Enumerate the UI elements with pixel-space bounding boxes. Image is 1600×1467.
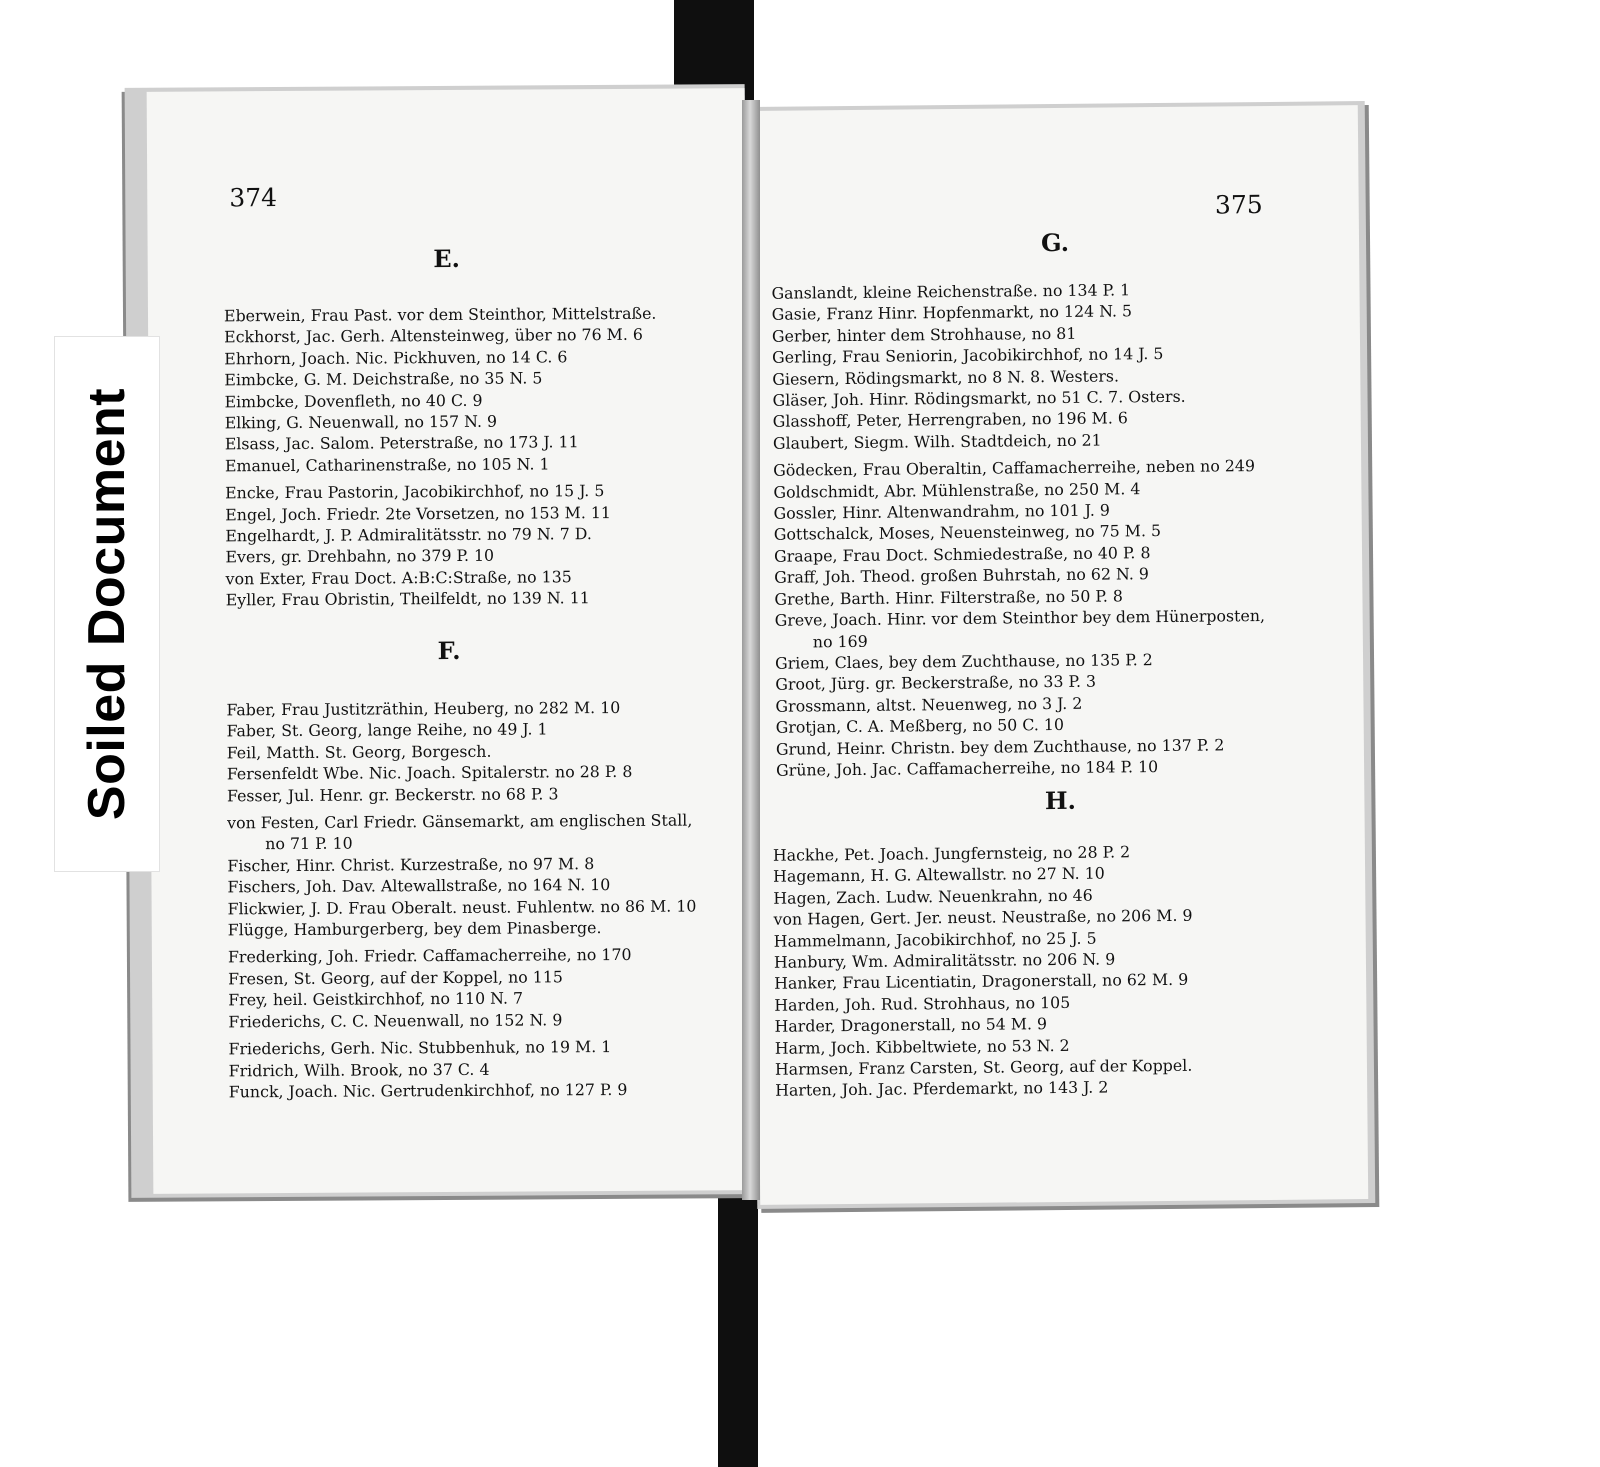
directory-entry: Eckhorst, Jac. Gerh. Altensteinweg, über no 76 M. 6 [224, 325, 643, 347]
directory-entry: no 71 P. 10 [265, 834, 353, 854]
directory-entry: Gerling, Frau Seniorin, Jacobikirchhof, no 14 J. 5 [772, 344, 1164, 367]
directory-entry: Fersenfeldt Wbe. Nic. Joach. Spitalerstr. no 28 P. 8 [226, 762, 633, 784]
directory-entry: Flügge, Hamburgerberg, bey dem Pinasberge. [227, 918, 602, 940]
left-page [147, 88, 752, 1194]
directory-entry: Emanuel, Catharinenstraße, no 105 N. 1 [224, 454, 550, 476]
directory-entry: Fischers, Joh. Dav. Altewallstraße, no 164 N. 10 [227, 875, 611, 897]
section-heading-h: H. [1044, 785, 1077, 816]
directory-entry: von Hagen, Gert. Jer. neust. Neustraße, no 206 M. 9 [773, 905, 1193, 929]
directory-entry: Frey, heil. Geistkirchhof, no 110 N. 7 [228, 988, 524, 1010]
directory-entry: Elking, G. Neuenwall, no 157 N. 9 [224, 411, 498, 433]
directory-entry: Grossmann, altst. Neuenweg, no 3 J. 2 [775, 693, 1083, 716]
directory-entry: Ehrhorn, Joach. Nic. Pickhuven, no 14 C. 6 [224, 347, 568, 369]
directory-entry: Hanker, Frau Licentiatin, Dragonerstall, no 62 M. 9 [774, 970, 1189, 994]
directory-entry: Gödecken, Frau Oberaltin, Caffamacherreihe, neben no 249 [773, 456, 1256, 480]
entry-list-f [226, 696, 697, 1102]
directory-entry: Grotjan, C. A. Meßberg, no 50 C. 10 [775, 715, 1065, 737]
section-heading-g: G. [1040, 227, 1070, 258]
directory-entry: Graape, Frau Doct. Schmiedestraße, no 40 P. 8 [773, 542, 1151, 566]
directory-entry: Grund, Heinr. Christn. bey dem Zuchthause, no 137 P. 2 [775, 734, 1225, 759]
directory-entry: Grethe, Barth. Hinr. Filterstraße, no 50 P. 8 [774, 586, 1123, 609]
directory-entry: Harder, Dragonerstall, no 54 M. 9 [774, 1014, 1048, 1036]
directory-entry: Gossler, Hinr. Altenwandrahm, no 101 J. 9 [773, 500, 1110, 523]
directory-entry: Elsass, Jac. Salom. Peterstraße, no 173 J. 11 [224, 432, 579, 454]
directory-entry: Groot, Jürg. gr. Beckerstraße, no 33 P. 3 [775, 671, 1097, 695]
directory-entry: Glasshoff, Peter, Herrengraben, no 196 M. 6 [772, 408, 1128, 432]
directory-entry: Graff, Joh. Theod. großen Buhrstah, no 62 N. 9 [774, 564, 1150, 588]
directory-entry: Encke, Frau Pastorin, Jacobikirchhof, no 15 J. 5 [225, 481, 605, 503]
directory-entry: Fresen, St. Georg, auf der Koppel, no 115 [228, 967, 563, 989]
directory-entry: Friederichs, Gerh. Nic. Stubbenhuk, no 19 M. 1 [228, 1037, 612, 1059]
directory-entry: Hanbury, Wm. Admiralitätsstr. no 206 N. 9 [773, 949, 1116, 972]
condition-label-text: Soiled Document [78, 387, 136, 821]
directory-entry: Glaubert, Siegm. Wilh. Stadtdeich, no 21 [772, 430, 1102, 453]
directory-entry: Fischer, Hinr. Christ. Kurzestraße, no 97 M. 8 [227, 853, 595, 876]
directory-entry: Hagemann, H. G. Altewallstr. no 27 N. 10 [773, 863, 1105, 887]
directory-entry: Evers, gr. Drehbahn, no 379 P. 10 [225, 546, 495, 567]
directory-entry: Hagen, Zach. Ludw. Neuenkrahn, no 46 [773, 885, 1093, 908]
directory-entry: Engelhardt, J. P. Admiralitätsstr. no 79 N. 7 D. [225, 524, 592, 546]
directory-entry: Harden, Joh. Rud. Strohhaus, no 105 [774, 992, 1071, 1015]
directory-entry: Eyller, Frau Obristin, Theilfeldt, no 139 N. 11 [225, 588, 590, 610]
directory-entry: Harmsen, Franz Carsten, St. Georg, auf der Koppel. [774, 1055, 1193, 1079]
entry-list-e [224, 303, 658, 611]
directory-entry: Faber, St. Georg, lange Reihe, no 49 J. 1 [226, 719, 548, 741]
directory-entry: von Exter, Frau Doct. A:B:C:Straße, no 135 [225, 567, 572, 589]
entry-list-h [773, 841, 1194, 1102]
page-number-left: 374 [229, 183, 278, 213]
directory-entry: Eimbcke, Dovenfleth, no 40 C. 9 [224, 390, 483, 411]
directory-entry: Gläser, Joh. Hinr. Rödingsmarkt, no 51 C. 7. Osters. [772, 386, 1186, 410]
directory-entry: Hammelmann, Jacobikirchhof, no 25 J. 5 [773, 928, 1097, 951]
directory-entry: Giesern, Rödingsmarkt, no 8 N. 8. Westers. [772, 366, 1120, 389]
directory-entry: Eimbcke, G. M. Deichstraße, no 35 N. 5 [224, 368, 543, 390]
directory-entry: Harten, Joh. Jac. Pferdemarkt, no 143 J. 2 [775, 1078, 1109, 1101]
directory-entry: Grüne, Joh. Jac. Caffamacherreihe, no 184 P. 10 [776, 756, 1159, 780]
directory-entry: Flickwier, J. D. Frau Oberalt. neust. Fuhlentw. no 86 M. 10 [227, 896, 697, 919]
page-number-right: 375 [1214, 190, 1263, 220]
directory-entry: von Festen, Carl Friedr. Gänsemarkt, am englischen Stall, [227, 810, 693, 833]
directory-entry: Faber, Frau Justitzräthin, Heuberg, no 282 M. 10 [226, 697, 621, 720]
directory-entry: Frederking, Joh. Friedr. Caffamacherreihe, no 170 [227, 945, 632, 967]
section-heading-f: F. [437, 635, 461, 666]
directory-entry: no 169 [812, 631, 868, 651]
condition-label [54, 336, 160, 872]
directory-entry: Funck, Joach. Nic. Gertrudenkirchhof, no 127 P. 9 [228, 1079, 628, 1102]
binding-strap-bottom [718, 1180, 758, 1467]
directory-entry: Fesser, Jul. Henr. gr. Beckerstr. no 68 P. 3 [226, 783, 559, 805]
directory-entry: Gasie, Franz Hinr. Hopfenmarkt, no 124 N. 5 [771, 301, 1133, 325]
directory-entry: Griem, Claes, bey dem Zuchthause, no 135 P. 2 [774, 650, 1153, 673]
directory-entry: Harm, Joch. Kibbeltwiete, no 53 N. 2 [774, 1035, 1070, 1058]
directory-entry: Engel, Joch. Friedr. 2te Vorsetzen, no 153 M. 11 [225, 502, 612, 525]
directory-entry: Feil, Matth. St. Georg, Borgesch. [226, 741, 492, 763]
directory-entry: Goldschmidt, Abr. Mühlenstraße, no 250 M. 4 [773, 478, 1141, 502]
entry-list-g [771, 278, 1266, 781]
directory-entry: Hackhe, Pet. Joach. Jungfernsteig, no 28 P. 2 [772, 842, 1131, 865]
directory-entry: Gottschalck, Moses, Neuensteinweg, no 75 M. 5 [773, 521, 1162, 545]
book-gutter [742, 100, 760, 1200]
directory-entry: Greve, Joach. Hinr. vor dem Steinthor bey dem Hünerposten, [774, 606, 1266, 630]
right-page [750, 105, 1368, 1205]
directory-entry: Ganslandt, kleine Reichenstraße. no 134 P. 1 [771, 280, 1131, 303]
section-heading-e: E. [433, 243, 461, 274]
directory-entry: Eberwein, Frau Past. vor dem Steinthor, Mittelstraße. [223, 303, 657, 326]
directory-entry: Friederichs, C. C. Neuenwall, no 152 N. 9 [228, 1010, 563, 1032]
directory-entry: Fridrich, Wilh. Brook, no 37 C. 4 [228, 1059, 490, 1080]
directory-entry: Gerber, hinter dem Strohhause, no 81 [771, 323, 1077, 346]
